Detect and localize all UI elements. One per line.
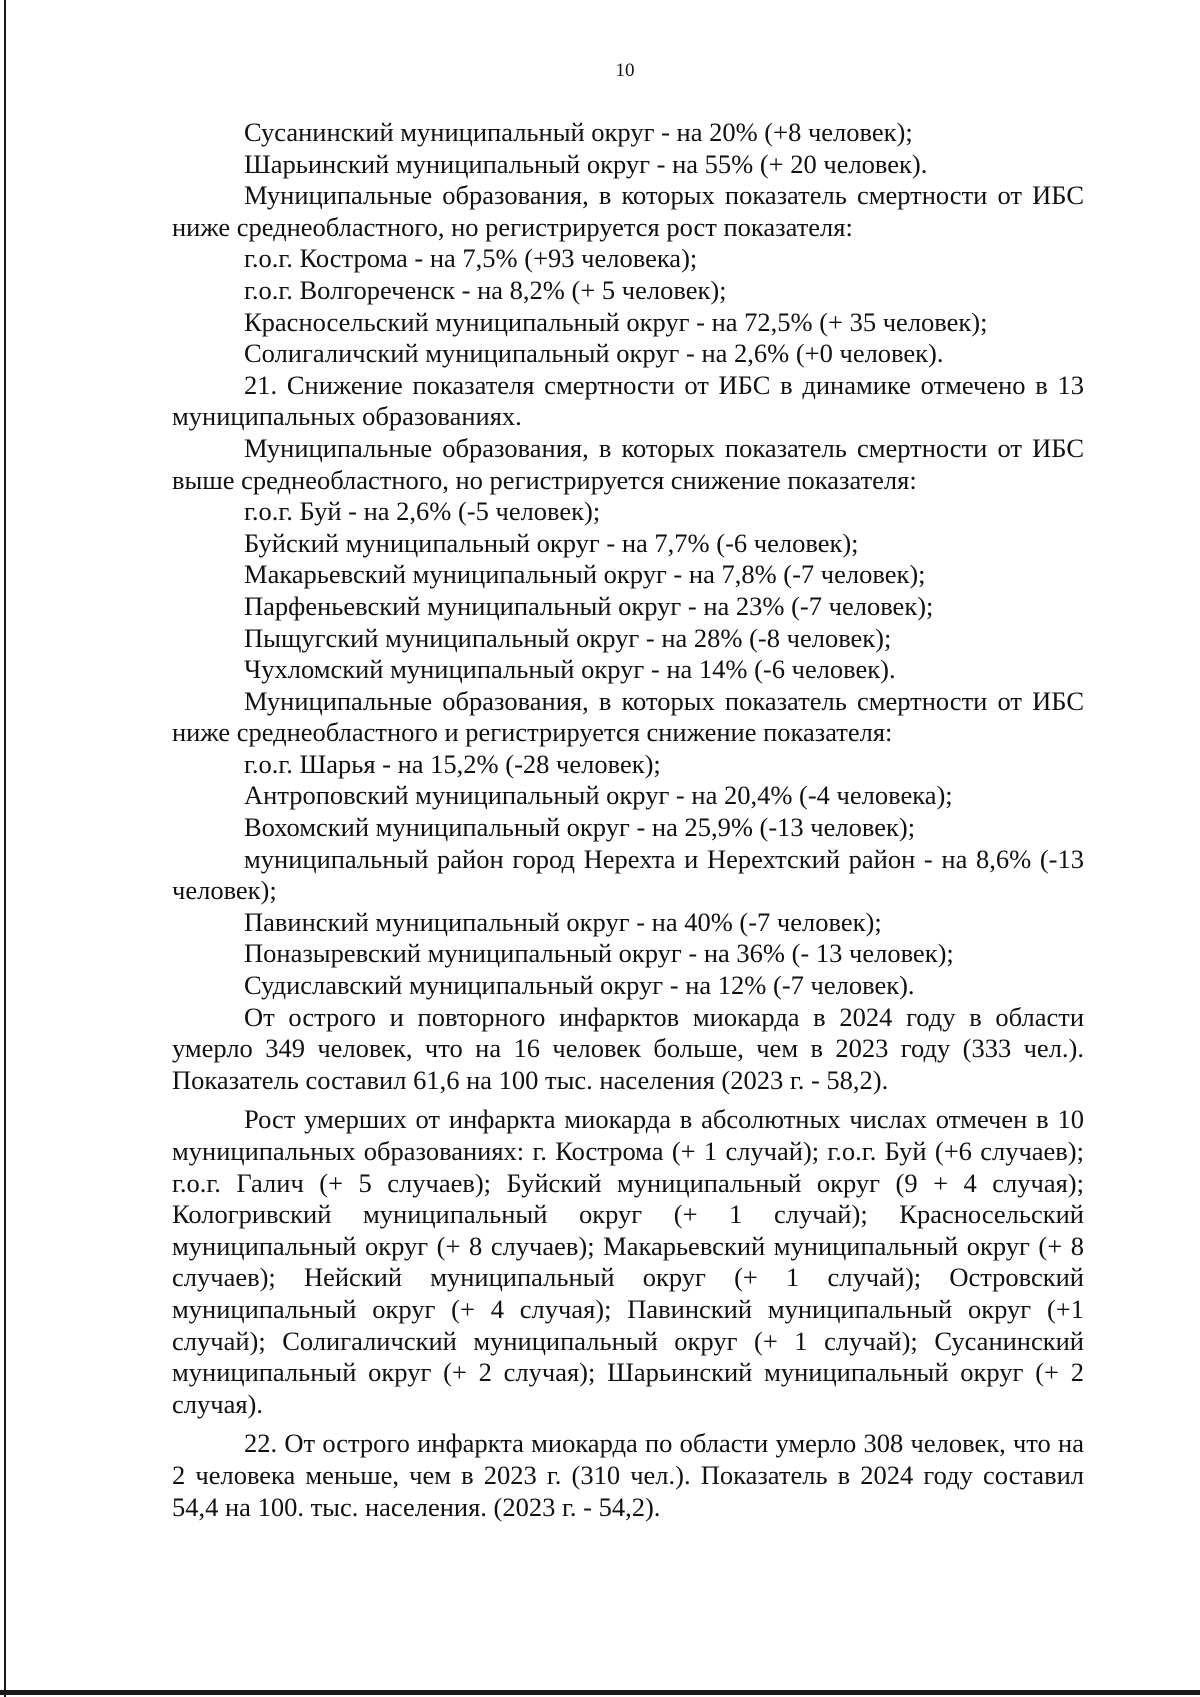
list-item: Шарьинский муниципальный округ - на 55% (+ 20 человек).: [244, 148, 928, 179]
list-item: Павинский муниципальный округ - на 40% (-7 человек);: [244, 906, 882, 937]
list-item: Макарьевский муниципальный округ - на 7,8% (-7 человек);: [244, 559, 926, 590]
list-item: Красносельский муниципальный округ - на 72,5% (+ 35 человек);: [244, 306, 988, 337]
page-number: 10: [615, 60, 635, 81]
page-bottom-edge: [0, 1690, 1200, 1695]
list-item: Вохомский муниципальный округ - на 25,9% (-13 человек);: [244, 812, 916, 843]
paragraph: 21. Снижение показателя смертности от ИБС в динамике отмечено в 13 муниципальных образованиях.: [172, 369, 1084, 432]
list-item: Антроповский муниципальный округ - на 20,4% (-4 человека);: [244, 780, 953, 811]
document-body: [172, 117, 1084, 1523]
list-item: г.о.г. Кострома - на 7,5% (+93 человека);: [244, 243, 698, 274]
paragraph: Муниципальные образования, в которых показатель смертности от ИБС ниже среднеобластного и регистрируется снижение показателя:: [172, 685, 1084, 748]
list-item: г.о.г. Волгореченск - на 8,2% (+ 5 человек);: [244, 274, 727, 305]
list-item: г.о.г. Буй - на 2,6% (-5 человек);: [244, 496, 601, 527]
paragraph: 22. От острого инфаркта миокарда по области умерло 308 человек, что на 2 человека меньше, чем в 2023 г. (310 чел.). Показатель в 2024 году составил 54,4 на 100. тыс. населения. (2023 г. - 54,2).: [172, 1428, 1084, 1522]
list-item: Сусанинский муниципальный округ - на 20% (+8 человек);: [244, 117, 913, 147]
paragraph: муниципальный район город Нерехта и Нерехтский район - на 8,6% (-13 человек);: [172, 843, 1084, 906]
list-item: Буйский муниципальный округ - на 7,7% (-6 человек);: [244, 527, 859, 558]
paragraph: Муниципальные образования, в которых показатель смертности от ИБС выше среднеобластного, но регистрируется снижение показателя:: [172, 432, 1084, 495]
paragraph: От острого и повторного инфарктов миокарда в 2024 году в области умерло 349 человек, что на 16 человек больше, чем в 2023 году (333 чел.). Показатель составил 61,6 на 100 тыс. населения (2023 г. - 58,2).: [172, 1001, 1084, 1095]
list-item: Чухломский муниципальный округ - на 14% (-6 человек).: [244, 654, 896, 685]
list-item: Поназыревский муниципальный округ - на 36% (- 13 человек);: [244, 938, 954, 969]
paragraph: Рост умерших от инфаркта миокарда в абсолютных числах отмечен в 10 муниципальных образованиях: г. Кострома (+ 1 случай); г.о.г. Буй (+6 случаев); г.о.г. Галич (+ 5 случаев); Буйский муниципальный округ (9 + 4 случая); Кологривский муниципальный округ (+ 1 случай); Красносельский муниципальный округ (+ 8 случаев); Макарьевский муниципальный округ (+ 8 случаев); Нейский муниципальный округ (+ 1 случай); Островский муниципальный округ (+ 4 случая); Павинский муниципальный округ (+1 случай); Солигаличский муниципальный округ (+ 1 случай); Сусанинский муниципальный округ (+ 2 случая); Шарьинский муниципальный округ (+ 2 случая).: [172, 1104, 1084, 1419]
page-left-edge: [4, 0, 6, 1697]
list-item: Парфеньевский муниципальный округ - на 23% (-7 человек);: [244, 590, 934, 621]
list-item: Пыщугский муниципальный округ - на 28% (-8 человек);: [244, 622, 892, 653]
paragraph: Муниципальные образования, в которых показатель смертности от ИБС ниже среднеобластного, но регистрируется рост показателя:: [172, 180, 1084, 242]
list-item: Солигаличский муниципальный округ - на 2,6% (+0 человек).: [244, 338, 944, 369]
list-item: г.о.г. Шарья - на 15,2% (-28 человек);: [244, 748, 661, 779]
list-item: Судиславский муниципальный округ - на 12% (-7 человек).: [244, 970, 915, 1001]
